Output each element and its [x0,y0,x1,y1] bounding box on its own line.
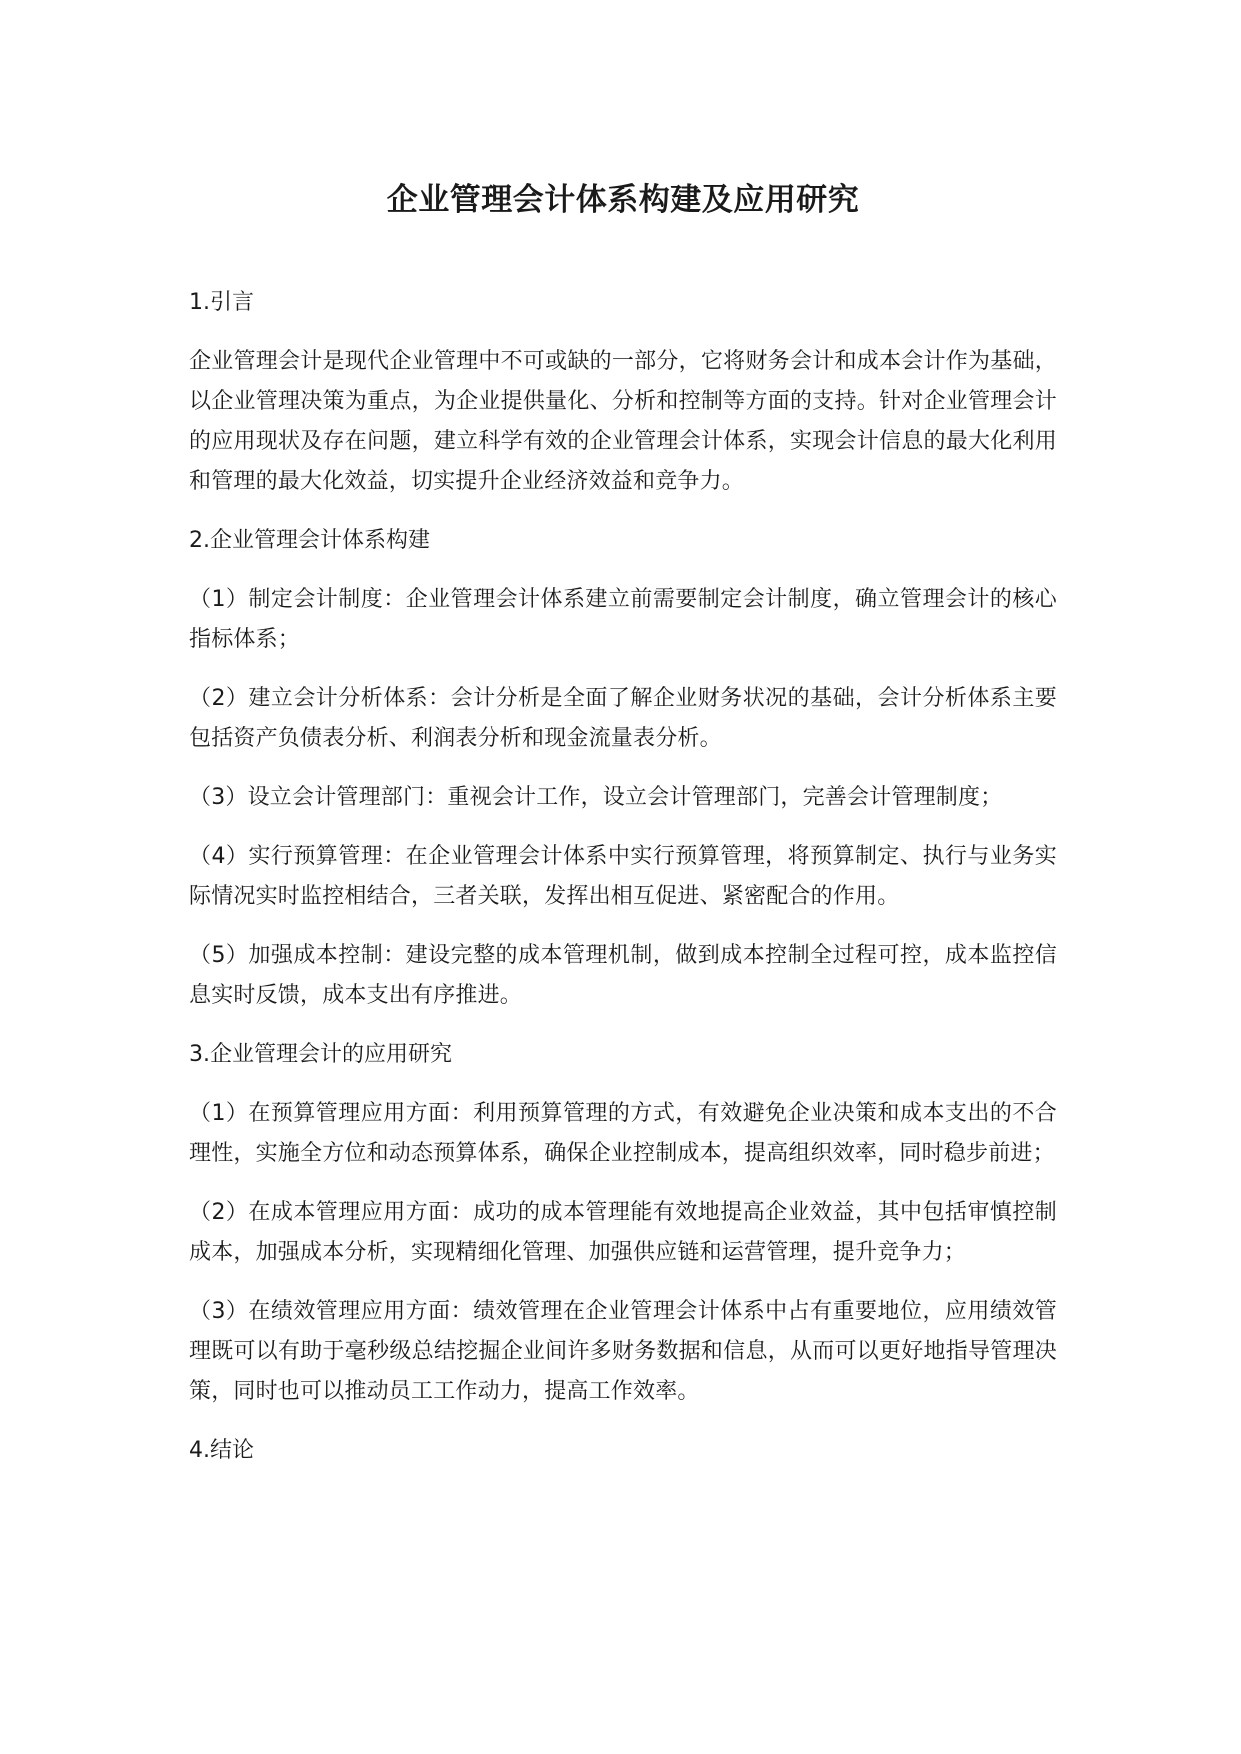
section-heading-introduction: 1.引言 [189,290,254,315]
paragraph-construction-3: （3）设立会计管理部门：重视会计工作，设立会计管理部门，完善会计管理制度； [189,785,1003,810]
paragraph-introduction: 企业管理会计是现代企业管理中不可或缺的一部分，它将财务会计和成本会计作为基础，以企业管理决策为重点，为企业提供量化、分析和控制等方面的支持。针对企业管理会计的应用现状及存在问题，建立科学有效的企业管理会计体系，实现会计信息的最大化利用和管理的最大化效益，切实提升企业经济效益和竞争力。 [189,349,1057,494]
paragraph-application-1: （1）在预算管理应用方面：利用预算管理的方式，有效避免企业决策和成本支出的不合理性，实施全方位和动态预算体系，确保企业控制成本，提高组织效率，同时稳步前进； [189,1101,1057,1166]
paragraph-construction-1: （1）制定会计制度：企业管理会计体系建立前需要制定会计制度，确立管理会计的核心指标体系； [189,587,1057,652]
document-body [189,283,1057,1490]
paragraph-application-2: （2）在成本管理应用方面：成功的成本管理能有效地提高企业效益，其中包括审慎控制成本，加强成本分析，实现精细化管理、加强供应链和运营管理，提升竞争力； [189,1200,1057,1265]
paragraph-construction-2: （2）建立会计分析体系：会计分析是全面了解企业财务状况的基础，会计分析体系主要包括资产负债表分析、利润表分析和现金流量表分析。 [189,686,1057,751]
section-heading-application-research: 3.企业管理会计的应用研究 [189,1042,452,1067]
section-heading-system-construction: 2.企业管理会计体系构建 [189,528,430,553]
paragraph-construction-4: （4）实行预算管理：在企业管理会计体系中实行预算管理，将预算制定、执行与业务实际情况实时监控相结合，三者关联，发挥出相互促进、紧密配合的作用。 [189,844,1057,909]
document-title: 企业管理会计体系构建及应用研究 [386,182,860,218]
paragraph-construction-5: （5）加强成本控制：建设完整的成本管理机制，做到成本控制全过程可控，成本监控信息实时反馈，成本支出有序推进。 [189,943,1057,1008]
section-heading-conclusion: 4.结论 [189,1438,254,1463]
paragraph-application-3: （3）在绩效管理应用方面：绩效管理在企业管理会计体系中占有重要地位，应用绩效管理既可以有助于毫秒级总结挖掘企业间许多财务数据和信息，从而可以更好地指导管理决策，同时也可以推动员工工作动力，提高工作效率。 [189,1299,1057,1404]
